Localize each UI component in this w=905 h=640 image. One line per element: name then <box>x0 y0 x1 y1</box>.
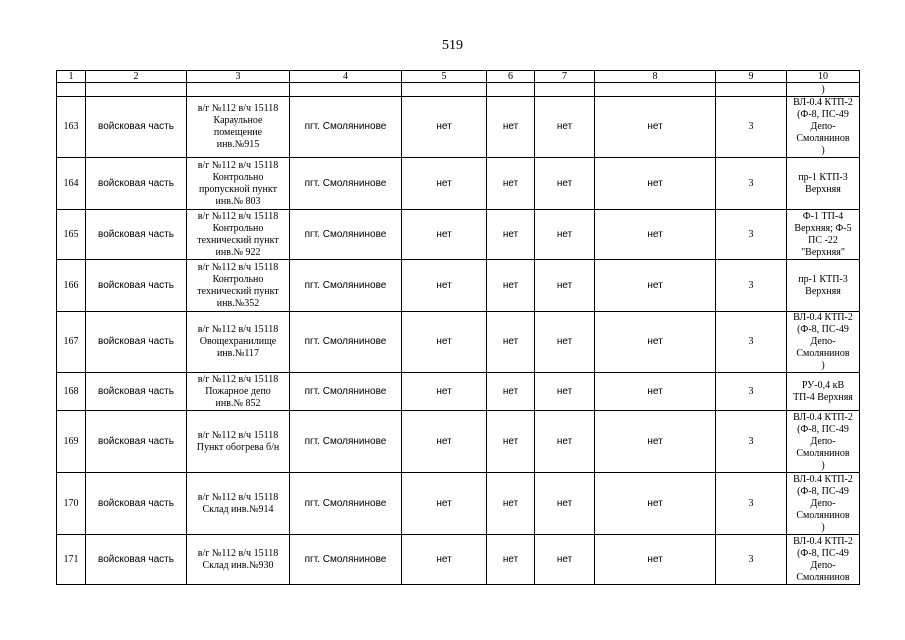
row-number-cell: 166 <box>57 260 86 312</box>
page-number: 519 <box>442 38 463 53</box>
table-cell <box>716 83 787 97</box>
continuation-row <box>57 83 860 97</box>
col-8-cell: нет <box>595 411 716 473</box>
row-number-cell: 170 <box>57 473 86 535</box>
location-cell: пгт. Смолянинове <box>290 535 402 585</box>
object-name-cell: в/г №112 в/ч 15118 Овощехранилище инв.№117 <box>187 312 290 373</box>
header-cell: 2 <box>86 71 187 83</box>
col-5-cell: нет <box>402 473 487 535</box>
row-number-cell: 165 <box>57 210 86 260</box>
object-name-cell: в/г №112 в/ч 15118 Контрольно пропускной пункт инв.№ 803 <box>187 158 290 210</box>
object-name-cell: в/г №112 в/ч 15118 Пункт обогрева б/н <box>187 411 290 473</box>
table-cell <box>290 83 402 97</box>
col-8-cell: нет <box>595 473 716 535</box>
col-6-cell: нет <box>487 473 535 535</box>
table-row <box>57 260 860 312</box>
col-8-cell: нет <box>595 210 716 260</box>
col-6-cell: нет <box>487 373 535 411</box>
col-6-cell: нет <box>487 535 535 585</box>
location-cell: пгт. Смолянинове <box>290 260 402 312</box>
header-cell: 9 <box>716 71 787 83</box>
column-number-header <box>57 71 860 83</box>
category-cell: 3 <box>716 411 787 473</box>
power-source-cell: пр-1 КТП-3 Верхняя <box>787 260 860 312</box>
object-name-cell: в/г №112 в/ч 15118 Контрольно технический пункт инв.№352 <box>187 260 290 312</box>
col-6-cell: нет <box>487 97 535 158</box>
header-cell: 8 <box>595 71 716 83</box>
col-7-cell: нет <box>535 210 595 260</box>
col-5-cell: нет <box>402 312 487 373</box>
header-cell: 3 <box>187 71 290 83</box>
table-cell: ) <box>787 83 860 97</box>
header-cell: 7 <box>535 71 595 83</box>
header-cell: 4 <box>290 71 402 83</box>
category-cell: 3 <box>716 158 787 210</box>
table-cell <box>595 83 716 97</box>
power-source-cell: ВЛ-0.4 КТП-2 (Ф-8, ПС-49 Депо- Смолянинов ) <box>787 473 860 535</box>
table-cell <box>487 83 535 97</box>
table-row <box>57 97 860 158</box>
col-5-cell: нет <box>402 97 487 158</box>
col-5-cell: нет <box>402 535 487 585</box>
organization-type-cell: войсковая часть <box>86 411 187 473</box>
col-6-cell: нет <box>487 260 535 312</box>
col-7-cell: нет <box>535 373 595 411</box>
location-cell: пгт. Смолянинове <box>290 373 402 411</box>
col-7-cell: нет <box>535 260 595 312</box>
col-7-cell: нет <box>535 411 595 473</box>
category-cell: 3 <box>716 473 787 535</box>
col-5-cell: нет <box>402 210 487 260</box>
header-cell: 10 <box>787 71 860 83</box>
col-6-cell: нет <box>487 158 535 210</box>
object-name-cell: в/г №112 в/ч 15118 Пожарное депо инв.№ 852 <box>187 373 290 411</box>
col-5-cell: нет <box>402 158 487 210</box>
table-row <box>57 158 860 210</box>
col-5-cell: нет <box>402 260 487 312</box>
table-row <box>57 210 860 260</box>
location-cell: пгт. Смолянинове <box>290 473 402 535</box>
category-cell: 3 <box>716 312 787 373</box>
organization-type-cell: войсковая часть <box>86 473 187 535</box>
power-source-cell: ВЛ-0.4 КТП-2 (Ф-8, ПС-49 Депо- Смолянинов ) <box>787 411 860 473</box>
location-cell: пгт. Смолянинове <box>290 411 402 473</box>
row-number-cell: 171 <box>57 535 86 585</box>
object-name-cell: в/г №112 в/ч 15118 Караульное помещение инв.№915 <box>187 97 290 158</box>
location-cell: пгт. Смолянинове <box>290 312 402 373</box>
category-cell: 3 <box>716 260 787 312</box>
object-name-cell: в/г №112 в/ч 15118 Склад инв.№930 <box>187 535 290 585</box>
col-8-cell: нет <box>595 373 716 411</box>
organization-type-cell: войсковая часть <box>86 158 187 210</box>
header-cell: 6 <box>487 71 535 83</box>
category-cell: 3 <box>716 373 787 411</box>
organization-type-cell: войсковая часть <box>86 97 187 158</box>
col-8-cell: нет <box>595 535 716 585</box>
col-5-cell: нет <box>402 411 487 473</box>
location-cell: пгт. Смолянинове <box>290 158 402 210</box>
row-number-cell: 163 <box>57 97 86 158</box>
table-row <box>57 373 860 411</box>
power-source-cell: пр-1 КТП-3 Верхняя <box>787 158 860 210</box>
row-number-cell: 168 <box>57 373 86 411</box>
power-source-cell: ВЛ-0.4 КТП-2 (Ф-8, ПС-49 Депо- Смолянинов ) <box>787 312 860 373</box>
power-source-cell: ВЛ-0.4 КТП-2 (Ф-8, ПС-49 Депо- Смолянинов ) <box>787 97 860 158</box>
table-cell <box>187 83 290 97</box>
col-7-cell: нет <box>535 312 595 373</box>
col-7-cell: нет <box>535 158 595 210</box>
col-8-cell: нет <box>595 260 716 312</box>
category-cell: 3 <box>716 97 787 158</box>
power-source-cell: Ф-1 ТП-4 Верхняя; Ф-5 ПС -22 "Верхняя" <box>787 210 860 260</box>
table-row <box>57 535 860 585</box>
category-cell: 3 <box>716 210 787 260</box>
table-row <box>57 312 860 373</box>
organization-type-cell: войсковая часть <box>86 535 187 585</box>
power-source-cell: РУ-0,4 кВ ТП-4 Верхняя <box>787 373 860 411</box>
table-row <box>57 411 860 473</box>
table-body <box>57 83 860 585</box>
objects-table <box>56 70 860 585</box>
table-cell <box>86 83 187 97</box>
col-6-cell: нет <box>487 312 535 373</box>
col-7-cell: нет <box>535 97 595 158</box>
col-7-cell: нет <box>535 535 595 585</box>
col-7-cell: нет <box>535 473 595 535</box>
row-number-cell: 169 <box>57 411 86 473</box>
organization-type-cell: войсковая часть <box>86 260 187 312</box>
header-cell: 5 <box>402 71 487 83</box>
row-number-cell: 164 <box>57 158 86 210</box>
col-6-cell: нет <box>487 411 535 473</box>
object-name-cell: в/г №112 в/ч 15118 Склад инв.№914 <box>187 473 290 535</box>
organization-type-cell: войсковая часть <box>86 210 187 260</box>
row-number-cell: 167 <box>57 312 86 373</box>
col-5-cell: нет <box>402 373 487 411</box>
organization-type-cell: войсковая часть <box>86 312 187 373</box>
col-6-cell: нет <box>487 210 535 260</box>
table-cell <box>57 83 86 97</box>
object-name-cell: в/г №112 в/ч 15118 Контрольно технический пункт инв.№ 922 <box>187 210 290 260</box>
col-8-cell: нет <box>595 312 716 373</box>
organization-type-cell: войсковая часть <box>86 373 187 411</box>
table-cell <box>535 83 595 97</box>
table-row <box>57 473 860 535</box>
table-cell <box>402 83 487 97</box>
col-8-cell: нет <box>595 97 716 158</box>
power-source-cell: ВЛ-0.4 КТП-2 (Ф-8, ПС-49 Депо- Смолянинов <box>787 535 860 585</box>
header-cell: 1 <box>57 71 86 83</box>
category-cell: 3 <box>716 535 787 585</box>
location-cell: пгт. Смолянинове <box>290 210 402 260</box>
col-8-cell: нет <box>595 158 716 210</box>
location-cell: пгт. Смолянинове <box>290 97 402 158</box>
